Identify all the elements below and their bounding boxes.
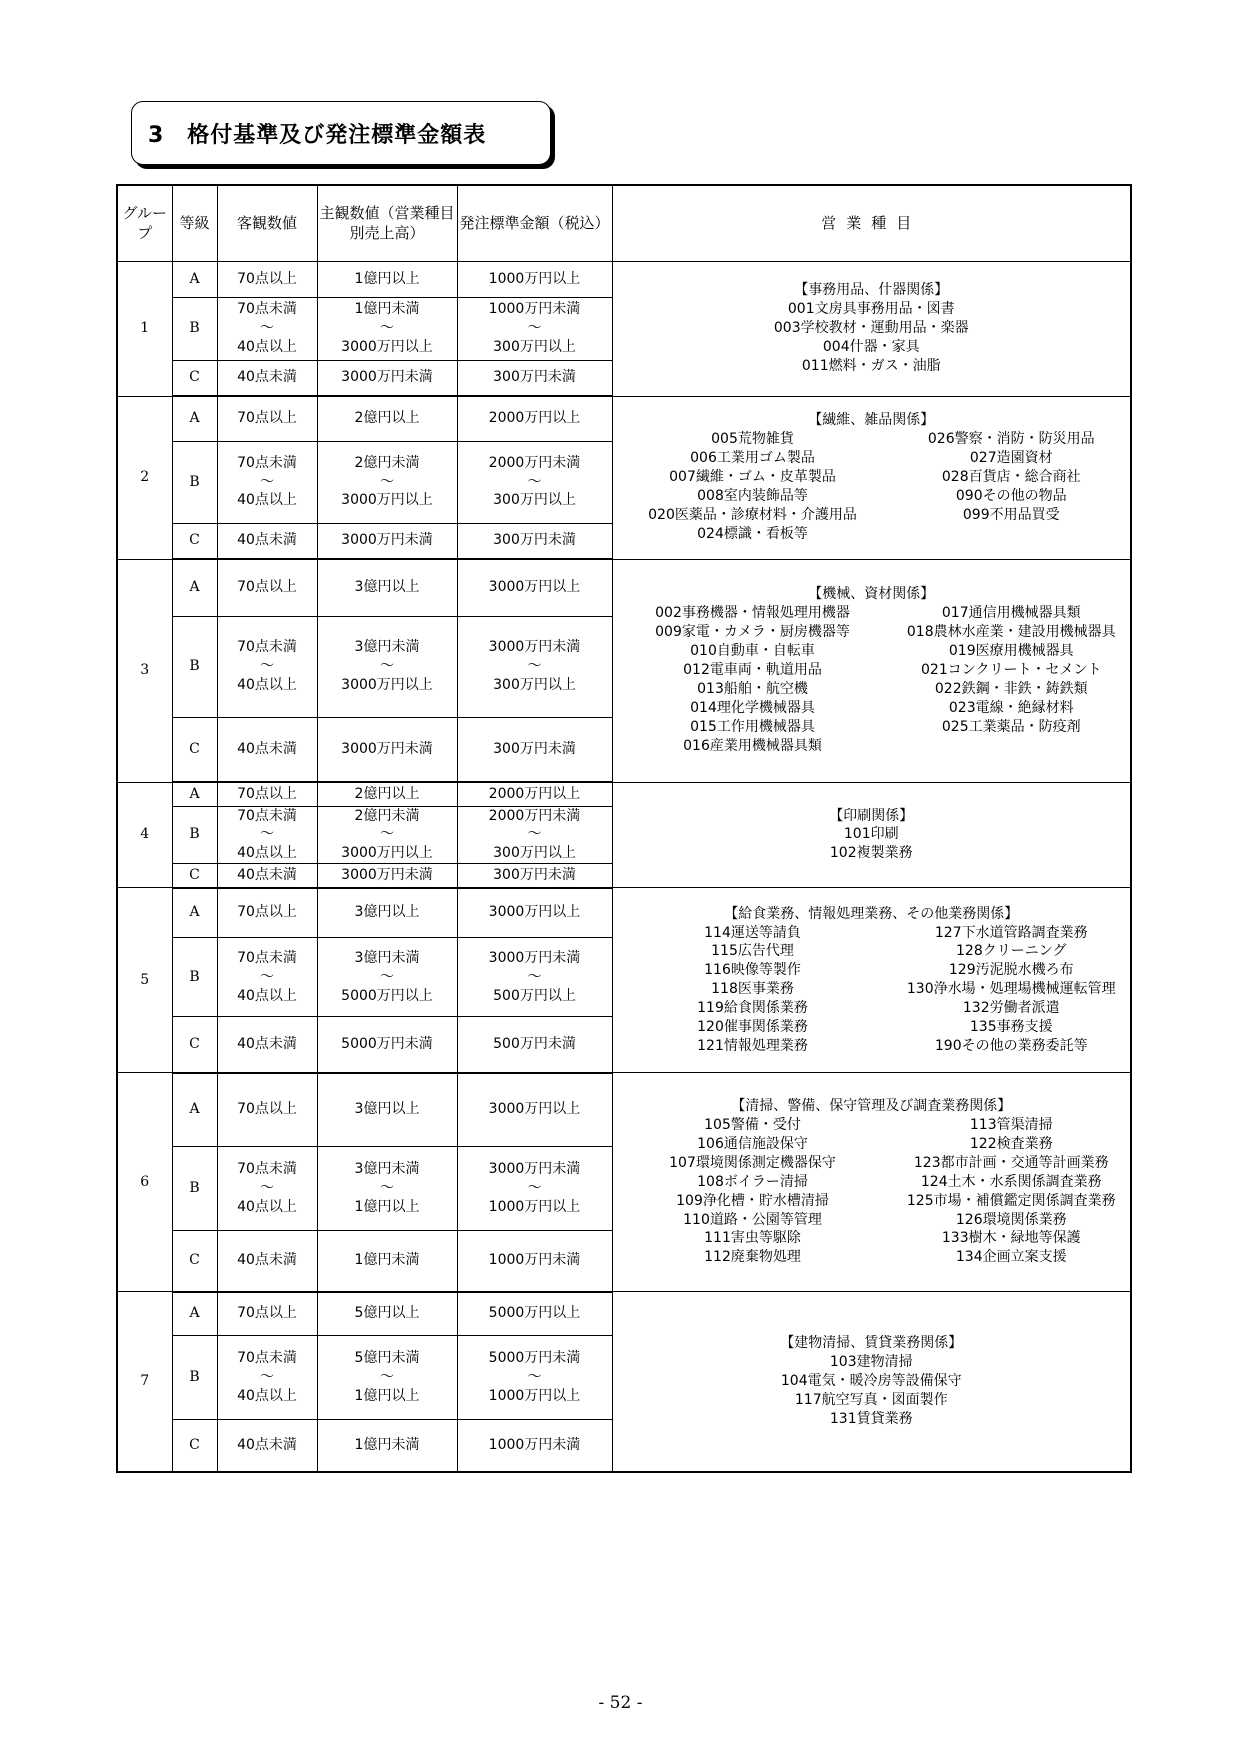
group-number: 7 (117, 1292, 172, 1472)
value-line: ～ (260, 1180, 274, 1197)
value-cell (217, 559, 317, 616)
value-line: 3000万円未満 (488, 1161, 581, 1178)
category-item: 122検査業務 (969, 1135, 1053, 1152)
category-cell (612, 1073, 1131, 1292)
value-line: ～ (527, 968, 542, 985)
value-cell (457, 1147, 612, 1231)
value-cell (317, 1420, 457, 1472)
category-item: 108ボイラー清掃 (697, 1173, 808, 1190)
table-row (117, 261, 1131, 297)
grade-cell: C (172, 864, 217, 888)
value-line: 1億円以上 (354, 270, 420, 287)
value-line: 3000万円以上 (488, 904, 581, 921)
value-cell (457, 864, 612, 888)
category-item: 126環境関係業務 (955, 1211, 1067, 1228)
grade-cell: A (172, 559, 217, 616)
value-line: 1000万円未満 (488, 301, 581, 318)
category-item: 112廃棄物処理 (704, 1249, 801, 1266)
value-line: ～ (380, 320, 394, 337)
category-item: 010自動車・自転車 (690, 643, 815, 660)
value-line: 70点未満 (237, 301, 297, 318)
category-item: 107環境関係測定機器保守 (669, 1154, 836, 1171)
category-item: 135事務支援 (969, 1018, 1053, 1035)
value-cell (217, 1073, 317, 1147)
value-cell (317, 559, 457, 616)
category-item: 025工業薬品・防疫剤 (941, 718, 1081, 735)
value-line: 70点以上 (237, 904, 297, 921)
value-line: 3億円以上 (354, 904, 420, 921)
section-title: 3 格付基準及び発注標準金額表 (148, 122, 487, 148)
grade-cell: B (172, 616, 217, 717)
category-title: 【印刷関係】 (829, 807, 914, 824)
category-item: 016産業用機械器具類 (683, 737, 822, 754)
value-line: 2億円未満 (354, 807, 420, 824)
category-title: 【建物清掃、賃貸業務関係】 (780, 1335, 963, 1352)
value-cell (457, 559, 612, 616)
value-line: 70点以上 (237, 1305, 297, 1322)
value-line: 3000万円以上 (341, 338, 433, 355)
value-line: 2000万円未満 (488, 454, 581, 471)
table-row (117, 888, 1131, 938)
category-item: 002事務機器・情報処理用機器 (655, 605, 850, 622)
category-item: 021コンクリート・セメント (921, 662, 1102, 679)
grading-table (116, 184, 1132, 1473)
grade-cell: C (172, 1231, 217, 1292)
value-cell (317, 717, 457, 782)
value-line: 40点以上 (237, 1199, 297, 1216)
value-cell (217, 1147, 317, 1231)
grade-cell: C (172, 1420, 217, 1472)
value-line: 40点以上 (237, 338, 297, 355)
value-cell (457, 806, 612, 864)
value-cell (457, 1231, 612, 1292)
group-number: 5 (117, 888, 172, 1073)
header-amount: 発注標準金額（税込） (457, 185, 612, 261)
value-line: 300万円以上 (493, 338, 576, 355)
value-cell (457, 1017, 612, 1073)
value-cell (317, 864, 457, 888)
category-item: 120催事関係業務 (697, 1018, 808, 1035)
value-line: 70点未満 (237, 807, 297, 824)
header-grade: 等級 (172, 185, 217, 261)
value-cell (217, 441, 317, 523)
category-item: 008室内装飾品等 (697, 487, 808, 504)
value-cell (317, 441, 457, 523)
category-item: 020医薬品・診療材料・介護用品 (648, 506, 857, 523)
value-line: 2億円以上 (354, 785, 420, 802)
value-line: 2億円以上 (354, 410, 420, 427)
value-cell (217, 616, 317, 717)
group-number: 3 (117, 559, 172, 782)
value-line: ～ (380, 1180, 394, 1197)
table-row (117, 1073, 1131, 1147)
category-item: 099不用品買受 (962, 506, 1060, 523)
table-row (117, 1292, 1131, 1336)
value-cell (217, 1336, 317, 1420)
value-line: 40点以上 (237, 987, 297, 1004)
category-item: 131賃貸業務 (829, 1410, 913, 1427)
category-item: 007繊維・ゴム・皮革製品 (669, 469, 836, 486)
value-line: 70点未満 (237, 1161, 297, 1178)
value-line: 300万円未満 (493, 532, 576, 549)
value-cell (457, 1073, 612, 1147)
value-cell (317, 1231, 457, 1292)
value-line: 3000万円以上 (341, 492, 433, 509)
grade-cell: B (172, 297, 217, 360)
value-cell (217, 523, 317, 559)
value-line: 70点未満 (237, 454, 297, 471)
value-line: 300万円未満 (493, 740, 576, 757)
value-line: 5億円以上 (354, 1305, 420, 1322)
value-line: ～ (260, 968, 274, 985)
value-line: 3000万円以上 (488, 1101, 581, 1118)
value-line: 2億円未満 (354, 454, 420, 471)
category-item: 117航空写真・図面製作 (794, 1391, 948, 1408)
value-line: 3億円以上 (354, 579, 420, 596)
category-item: 102複製業務 (829, 845, 913, 862)
value-cell (317, 261, 457, 297)
category-title: 【事務用品、什器関係】 (794, 282, 949, 299)
value-line: 3000万円未満 (488, 949, 581, 966)
value-line: 1000万円以上 (488, 270, 581, 287)
value-line: 300万円未満 (493, 369, 576, 386)
grade-cell: A (172, 1073, 217, 1147)
value-line: ～ (260, 1369, 274, 1386)
group-number: 1 (117, 261, 172, 396)
value-line: 500万円未満 (493, 1035, 576, 1052)
value-line: 40点未満 (237, 369, 297, 386)
category-item: 190その他の業務委託等 (934, 1037, 1088, 1054)
category-title: 【清掃、警備、保守管理及び調査業務関係】 (731, 1098, 1012, 1115)
value-line: 1000万円以上 (488, 1199, 581, 1216)
value-cell (217, 1420, 317, 1472)
category-item: 103建物清掃 (829, 1354, 913, 1371)
category-item: 127下水道管路調査業務 (934, 924, 1088, 941)
value-cell (457, 717, 612, 782)
category-item: 123都市計画・交通等計画業務 (913, 1154, 1109, 1171)
value-cell (317, 1017, 457, 1073)
header-objective: 客観数値 (217, 185, 317, 261)
value-line: 5000万円未満 (341, 1035, 433, 1052)
category-item: 133樹木・緑地等保護 (941, 1230, 1081, 1247)
category-cell (612, 888, 1131, 1073)
value-cell (457, 261, 612, 297)
grade-cell: C (172, 523, 217, 559)
grade-cell: C (172, 360, 217, 396)
value-line: 300万円以上 (493, 492, 576, 509)
value-cell (217, 1017, 317, 1073)
category-item: 118医事業務 (711, 981, 794, 998)
category-cell (612, 261, 1131, 396)
grade-cell: A (172, 782, 217, 806)
value-cell (317, 360, 457, 396)
category-item: 101印刷 (843, 826, 899, 843)
category-item: 104電気・暖冷房等設備保守 (780, 1372, 962, 1389)
category-item: 027造園資材 (969, 450, 1053, 467)
category-item: 004什器・家具 (822, 338, 920, 355)
value-cell (457, 938, 612, 1017)
value-line: ～ (527, 473, 542, 490)
value-line: 1000万円未満 (488, 1252, 581, 1269)
value-line: ～ (527, 1180, 542, 1197)
header-subjective: 主観数値（営業種目別売上高） (317, 185, 457, 261)
value-line: ～ (527, 320, 542, 337)
grade-cell: B (172, 1147, 217, 1231)
value-cell (217, 1292, 317, 1336)
value-cell (217, 297, 317, 360)
value-line: 3000万円未満 (341, 532, 433, 549)
value-cell (457, 441, 612, 523)
category-item: 111害虫等駆除 (704, 1230, 801, 1247)
category-item: 114運送等請負 (704, 924, 801, 941)
category-item: 090その他の物品 (955, 487, 1067, 504)
page-number: - 52 - (598, 1693, 643, 1713)
value-line: 500万円以上 (493, 987, 576, 1004)
value-line: ～ (260, 826, 274, 843)
category-item: 009家電・カメラ・厨房機器等 (655, 624, 850, 641)
value-line: 70点以上 (237, 785, 297, 802)
value-line: ～ (380, 658, 394, 675)
value-line: 70点以上 (237, 1101, 297, 1118)
value-cell (217, 261, 317, 297)
value-line: 1億円未満 (354, 1436, 420, 1453)
value-line: 300万円以上 (493, 845, 576, 862)
value-cell (217, 888, 317, 938)
grade-cell: B (172, 441, 217, 523)
value-line: ～ (527, 658, 542, 675)
category-item: 013船舶・航空機 (697, 680, 808, 697)
value-line: 5000万円未満 (488, 1350, 581, 1367)
category-item: 113管渠清掃 (969, 1117, 1053, 1134)
value-cell (457, 523, 612, 559)
value-cell (317, 806, 457, 864)
value-line: 3億円未満 (354, 949, 420, 966)
value-cell (317, 1292, 457, 1336)
value-cell (457, 1420, 612, 1472)
category-item: 022鉄鋼・非鉄・鋳鉄類 (934, 680, 1088, 697)
value-line: 70点以上 (237, 579, 297, 596)
table-row (117, 559, 1131, 616)
category-item: 121情報処理業務 (697, 1037, 808, 1054)
value-cell (317, 297, 457, 360)
value-line: 300万円未満 (493, 866, 576, 883)
category-item: 132労働者派遣 (962, 1000, 1060, 1017)
grade-cell: C (172, 1017, 217, 1073)
group-number: 4 (117, 782, 172, 888)
category-cell (612, 1292, 1131, 1472)
value-line: 1億円未満 (354, 301, 420, 318)
value-line: 70点以上 (237, 410, 297, 427)
value-cell (217, 864, 317, 888)
value-cell (317, 938, 457, 1017)
header-category: 営業種目 (612, 185, 1131, 261)
value-line: 1億円以上 (354, 1199, 420, 1216)
value-cell (217, 717, 317, 782)
category-cell (612, 559, 1131, 782)
value-line: 70点未満 (237, 639, 297, 656)
value-line: 1億円未満 (354, 1252, 420, 1269)
category-item: 011燃料・ガス・油脂 (801, 357, 941, 374)
value-line: ～ (380, 473, 394, 490)
value-line: 40点未満 (237, 532, 297, 549)
header-group: グループ (117, 185, 172, 261)
value-line: 3000万円未満 (341, 866, 433, 883)
value-cell (457, 1336, 612, 1420)
value-cell (217, 360, 317, 396)
value-cell (317, 888, 457, 938)
value-line: 5000万円以上 (341, 987, 433, 1004)
category-item: 105警備・受付 (704, 1117, 801, 1134)
value-line: 40点未満 (237, 1035, 297, 1052)
value-cell (457, 297, 612, 360)
value-cell (317, 1336, 457, 1420)
category-cell (612, 396, 1131, 559)
category-item: 128クリーニング (956, 943, 1067, 960)
category-item: 125市場・補償鑑定関係調査業務 (906, 1192, 1116, 1209)
category-title: 【機械、資材関係】 (808, 586, 935, 603)
value-cell (217, 396, 317, 441)
value-cell (317, 616, 457, 717)
value-line: 3000万円未満 (488, 639, 581, 656)
table-row (117, 782, 1131, 806)
value-line: 3億円未満 (354, 639, 420, 656)
category-item: 124土木・水系関係調査業務 (920, 1173, 1102, 1190)
value-cell (457, 616, 612, 717)
category-item: 129汚泥脱水機ろ布 (948, 962, 1074, 979)
value-line: 40点以上 (237, 845, 297, 862)
value-line: 5000万円以上 (488, 1305, 581, 1322)
value-line: 70点未満 (237, 1350, 297, 1367)
value-line: ～ (260, 473, 274, 490)
category-title: 【繊維、雑品関係】 (808, 412, 935, 429)
grade-cell: A (172, 888, 217, 938)
value-line: ～ (380, 968, 394, 985)
value-cell (457, 782, 612, 806)
value-line: 3000万円未満 (341, 740, 433, 757)
value-line: ～ (260, 320, 274, 337)
category-item: 109浄化槽・貯水槽清掃 (676, 1192, 829, 1209)
category-item: 018農林水産業・建設用機械器具 (906, 624, 1116, 641)
category-item: 116映像等製作 (704, 962, 801, 979)
value-line: 2000万円以上 (488, 785, 581, 802)
category-item: 028百貨店・総合商社 (941, 469, 1081, 486)
value-cell (217, 782, 317, 806)
category-item: 019医療用機械器具 (948, 643, 1074, 660)
value-line: 40点以上 (237, 492, 297, 509)
category-item: 006工業用ゴム製品 (690, 450, 815, 467)
value-line: ～ (380, 826, 394, 843)
grade-cell: A (172, 1292, 217, 1336)
table-row (117, 396, 1131, 441)
value-line: 3億円以上 (354, 1101, 420, 1118)
value-line: 40点以上 (237, 1388, 297, 1405)
category-item: 026警察・消防・防災用品 (927, 431, 1095, 448)
value-cell (317, 1147, 457, 1231)
category-item: 014理化学機械器具 (690, 699, 815, 716)
value-cell (217, 938, 317, 1017)
grade-cell: B (172, 806, 217, 864)
value-cell (217, 806, 317, 864)
value-cell (457, 888, 612, 938)
category-item: 106通信施設保守 (697, 1135, 808, 1152)
value-line: 3000万円以上 (488, 579, 581, 596)
category-item: 119給食関係業務 (697, 1000, 808, 1017)
category-item: 130浄水場・処理場機械運転管理 (906, 981, 1116, 998)
value-cell (317, 1073, 457, 1147)
value-cell (317, 523, 457, 559)
category-item: 003学校教材・運動用品・楽器 (773, 320, 969, 337)
value-line: 2000万円以上 (488, 410, 581, 427)
value-line: 2000万円未満 (488, 807, 581, 824)
category-item: 012電車両・軌道用品 (683, 662, 822, 679)
value-line: ～ (527, 826, 542, 843)
value-line: 3000万円以上 (341, 676, 433, 693)
value-line: 3000万円未満 (341, 369, 433, 386)
category-item: 115広告代理 (711, 943, 794, 960)
category-item: 001文房具事務用品・図書 (787, 301, 955, 318)
value-cell (457, 1292, 612, 1336)
value-line: ～ (527, 1369, 542, 1386)
value-cell (217, 1231, 317, 1292)
grade-cell: B (172, 938, 217, 1017)
grade-cell: A (172, 396, 217, 441)
category-item: 023電線・絶縁材料 (948, 699, 1074, 716)
group-number: 2 (117, 396, 172, 559)
value-line: 40点未満 (237, 740, 297, 757)
value-line: 300万円以上 (493, 676, 576, 693)
category-item: 005荒物雑貨 (711, 431, 794, 448)
table-body (117, 261, 1131, 1472)
grade-cell: C (172, 717, 217, 782)
section-title-box (131, 101, 551, 165)
value-line: 70点未満 (237, 949, 297, 966)
category-item: 015工作用機械器具 (690, 718, 815, 735)
group-number: 6 (117, 1073, 172, 1292)
value-cell (457, 360, 612, 396)
value-cell (317, 782, 457, 806)
value-line: 5億円未満 (354, 1350, 420, 1367)
category-item: 110道路・公園等管理 (683, 1211, 822, 1228)
value-line: 3億円未満 (354, 1161, 420, 1178)
category-cell (612, 782, 1131, 888)
value-cell (457, 396, 612, 441)
value-line: 3000万円以上 (341, 845, 433, 862)
category-item: 024標識・看板等 (697, 525, 808, 542)
value-line: 70点以上 (237, 270, 297, 287)
value-line: 40点未満 (237, 1436, 297, 1453)
value-line: 40点以上 (237, 676, 297, 693)
value-line: 40点未満 (237, 1252, 297, 1269)
grade-cell: A (172, 261, 217, 297)
category-item: 134企画立案支援 (955, 1249, 1067, 1266)
grade-cell: B (172, 1336, 217, 1420)
value-line: 40点未満 (237, 866, 297, 883)
value-line: ～ (260, 658, 274, 675)
value-cell (317, 396, 457, 441)
value-line: 1億円以上 (354, 1388, 420, 1405)
category-title: 【給食業務、情報処理業務、その他業務関係】 (724, 905, 1019, 922)
value-line: 1000万円未満 (488, 1436, 581, 1453)
category-item: 017通信用機械器具類 (941, 605, 1081, 622)
value-line: 1000万円以上 (488, 1388, 581, 1405)
value-line: ～ (380, 1369, 394, 1386)
